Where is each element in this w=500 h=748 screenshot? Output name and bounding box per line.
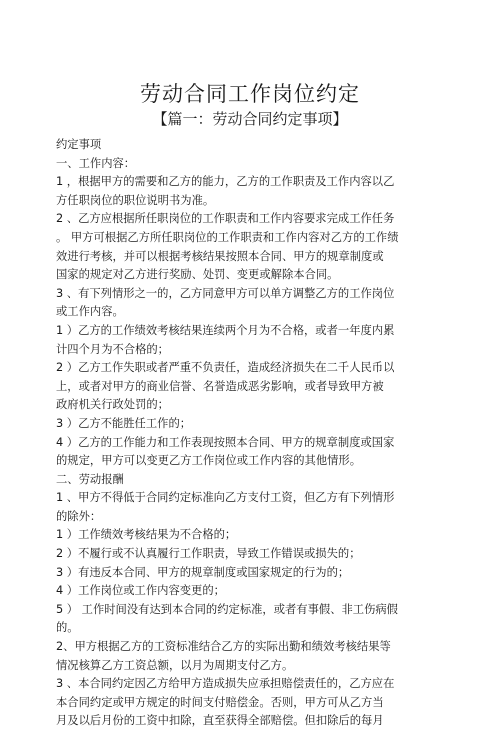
text-line: 上，或者对甲方的商业信誉、名誉造成恶劣影响，或者导致甲方被	[56, 379, 384, 393]
text-line: 1 ）乙方的工作绩效考核结果连续两个月为不合格，或者一年度内累	[56, 323, 395, 337]
text-line: 约定事项	[56, 138, 102, 151]
text-line: 方任职岗位的职位说明书为准。	[56, 193, 215, 207]
text-line: 2、甲方根据乙方的工资标准结合乙方的实际出勤和绩效考核结果等	[56, 640, 391, 654]
text-line: 3 ）乙方不能胜任工作的；	[56, 416, 192, 430]
text-line: 的规定，甲方可以变更乙方工作岗位或工作内容的其他情形。	[56, 454, 362, 468]
text-line: 国家的规定对乙方进行奖励、处罚、变更或解除本合同。	[56, 268, 339, 282]
text-line: 一、工作内容：	[56, 156, 136, 170]
text-line: 。 甲方可根据乙方所任职岗位的工作职责和工作内容对乙方的工作绩	[56, 230, 399, 244]
text-line: 4 ）工作岗位或工作内容变更的；	[56, 584, 225, 598]
text-line: 3 ）有违反本合同、甲方的规章制度或国家规定的行为的；	[56, 565, 350, 579]
text-line: 的除外：	[56, 509, 102, 523]
text-line: 计四个月为不合格的；	[56, 342, 169, 356]
text-line: 月及以后月份的工资中扣除，直至获得全部赔偿。但扣除后的每月	[56, 714, 384, 728]
text-line: 2 ）乙方工作失职或者严重不负责任，造成经济损失在二千人民币以	[56, 361, 395, 375]
document-title: 劳动合同工作岗位约定	[140, 82, 360, 106]
text-line: 政府机关行政处罚的；	[56, 398, 169, 412]
text-line: 3 、本合同约定因乙方给甲方造成损失应承担赔偿责任的，乙方应在	[56, 677, 395, 691]
document-body	[56, 136, 456, 731]
text-line: 2 ）不履行或不认真履行工作职责，导致工作错误或损失的；	[56, 547, 361, 561]
text-line: 1 、甲方不得低于合同约定标准向乙方支付工资，但乙方有下列情形	[56, 491, 395, 505]
text-line: 效进行考核，并可以根据考核结果按照本合同、甲方的规章制度或	[56, 249, 384, 263]
text-line: 的。	[56, 621, 79, 635]
text-line: 2 、乙方应根据所任职岗位的工作职责和工作内容要求完成工作任务	[56, 212, 395, 226]
text-line: 或工作内容。	[56, 305, 124, 319]
text-line: 1 ，根据甲方的需要和乙方的能力，乙方的工作职责及工作内容以乙	[56, 175, 395, 189]
text-line: 1 ）工作绩效考核结果为不合格的；	[56, 528, 237, 542]
text-line: 本合同约定或甲方规定的时间支付赔偿金。否则，甲方可从乙方当	[56, 695, 384, 709]
text-line: 情况核算乙方工资总额，以月为周期支付乙方。	[56, 658, 294, 672]
document-subtitle: 【篇一：劳动合同约定事项】	[152, 110, 348, 128]
text-line: 4 ）乙方的工作能力和工作表现按照本合同、甲方的规章制度或国家	[56, 435, 395, 449]
text-line: 5 ） 工作时间没有达到本合同的约定标准，或者有事假、非工伤病假	[56, 602, 398, 616]
text-line: 二、劳动报酬	[56, 472, 124, 486]
text-line: 3 、有下列情形之一的，乙方同意甲方可以单方调整乙方的工作岗位	[56, 286, 395, 300]
